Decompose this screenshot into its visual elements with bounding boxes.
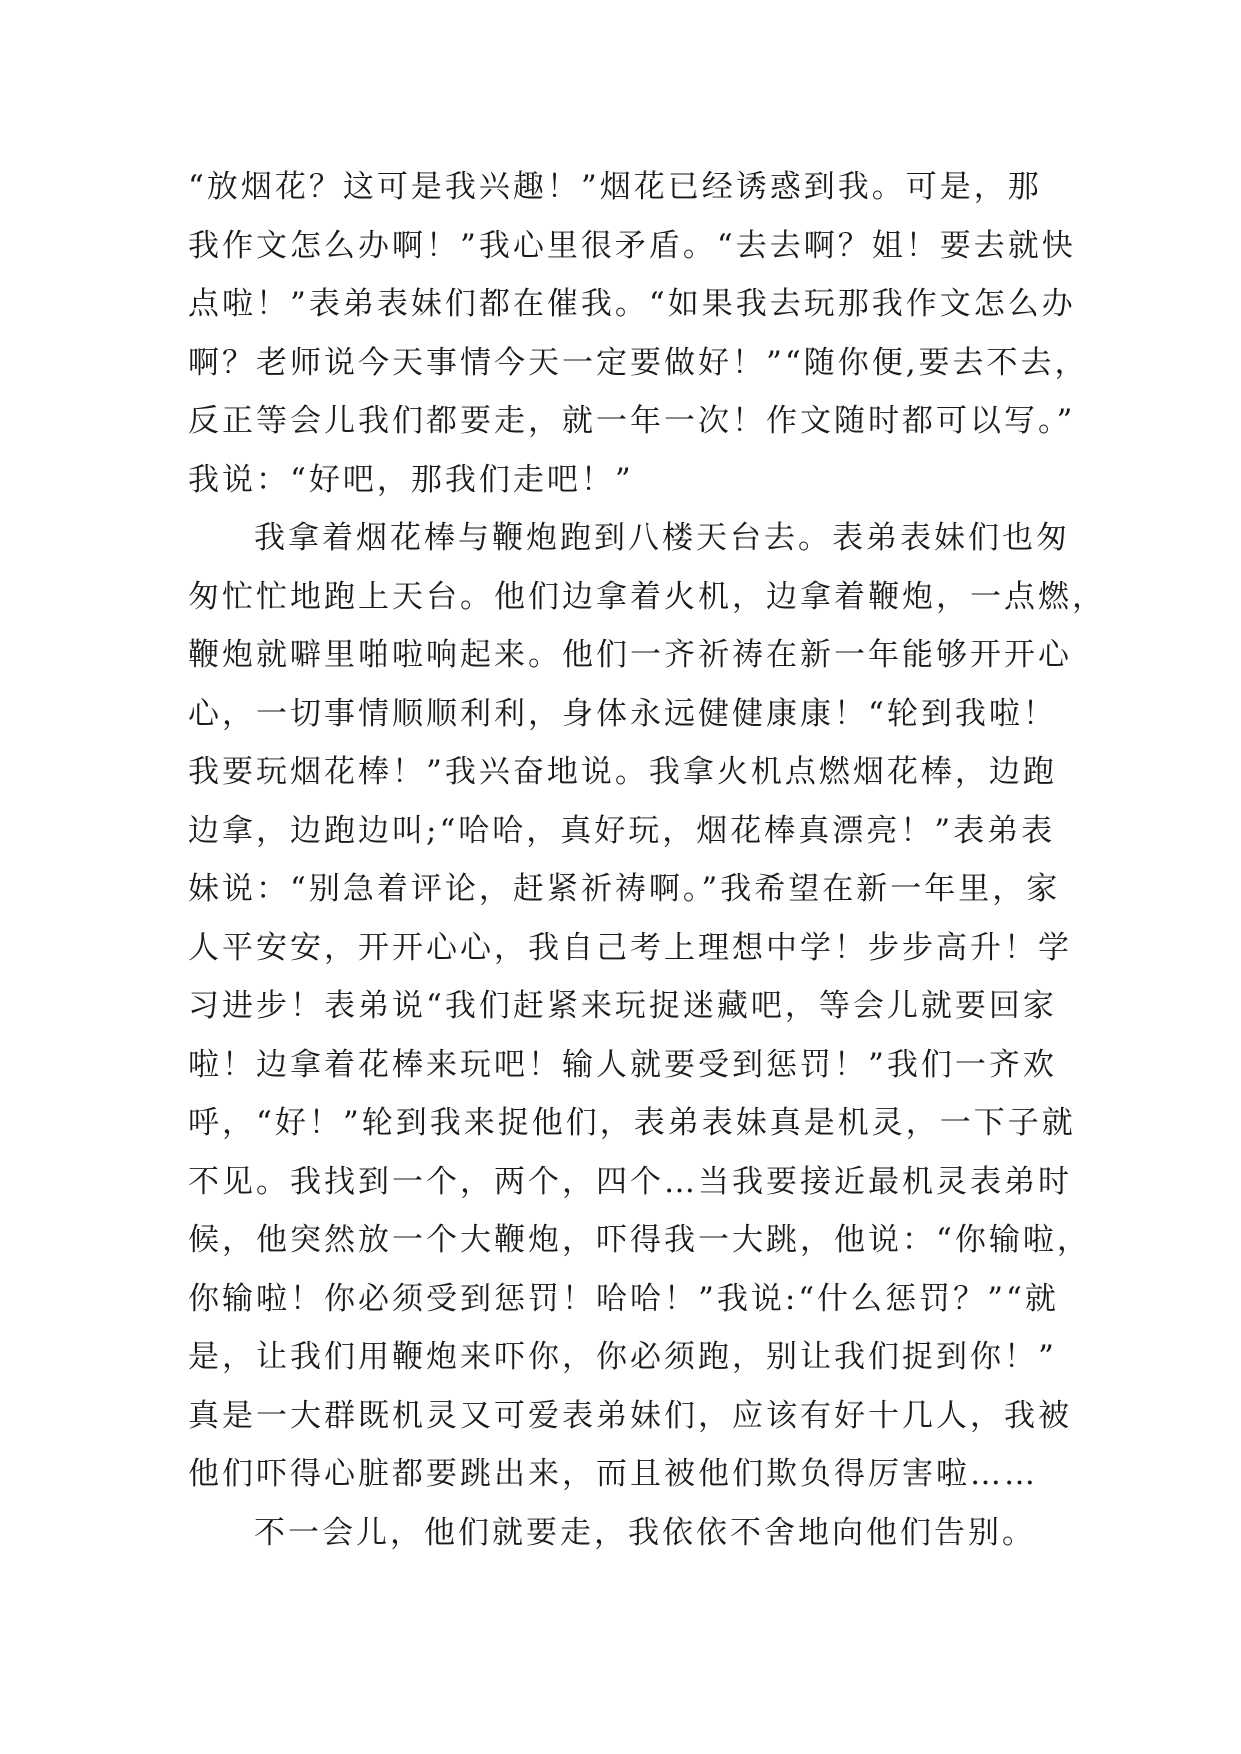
text-line: 我说：“好吧，那我们走吧！”: [188, 461, 634, 498]
essay-body: [188, 158, 1106, 1562]
text-line: 我要玩烟花棒！”我兴奋地说。我拿火机点燃烟花棒，边跑: [188, 754, 1057, 790]
text-line: 匆忙忙地跑上天台。他们边拿着火机，边拿着鞭炮，一点燃，: [188, 578, 1106, 615]
text-line: 习进步！表弟说“我们赶紧来玩捉迷藏吧，等会儿就要回家: [188, 988, 1057, 1024]
text-line: 是，让我们用鞭炮来吓你，你必须跑，别让我们捉到你！”: [188, 1339, 1057, 1375]
text-line: 心，一切事情顺顺利利，身体永远健健康康！“轮到我啦！: [188, 695, 1057, 732]
text-line: 边拿，边跑边叫;“哈哈，真好玩，烟花棒真漂亮！”表弟表: [188, 812, 1056, 849]
text-line: 候，他突然放一个大鞭炮，吓得我一大跳，他说：“你输啦，: [188, 1222, 1091, 1258]
text-line: 呼，“好！”轮到我来捉他们，表弟表妹真是机灵，一下子就: [188, 1105, 1076, 1141]
text-line: 我作文怎么办啊！”我心里很矛盾。“去去啊？姐！要去就快: [188, 227, 1076, 264]
text-line: 啦！边拿着花棒来玩吧！输人就要受到惩罚！”我们一齐欢: [188, 1046, 1057, 1083]
text-line: 不一会儿，他们就要走，我依依不舍地向他们告别。: [254, 1514, 1036, 1551]
text-line: 你输啦！你必须受到惩罚！哈哈！”我说:“什么惩罚？”“就: [188, 1280, 1059, 1317]
text-line: 真是一大群既机灵又可爱表弟妹们，应该有好十几人，我被: [188, 1397, 1072, 1434]
text-line: 妹说：“别急着评论，赶紧祈祷啊。”我希望在新一年里，家: [188, 871, 1061, 907]
text-line: 我拿着烟花棒与鞭炮跑到八楼天台去。表弟表妹们也匆: [254, 520, 1070, 556]
text-line: 啊？老师说今天事情今天一定要做好！”“随你便,要去不去，: [188, 344, 1089, 381]
text-line: 反正等会儿我们都要走，就一年一次！作文随时都可以写。”: [188, 403, 1076, 439]
text-line: 不见。我找到一个，两个，四个…当我要接近最机灵表弟时: [188, 1163, 1072, 1200]
text-line: “放烟花？这可是我兴趣！”烟花已经诱惑到我。可是，那: [188, 169, 1042, 205]
text-line: 点啦！”表弟表妹们都在催我。“如果我去玩那我作文怎么办: [188, 286, 1076, 322]
text-line: 他们吓得心脏都要跳出来，而且被他们欺负得厉害啦……: [188, 1456, 1038, 1492]
text-line: 人平安安，开开心心，我自己考上理想中学！步步高升！学: [188, 929, 1072, 966]
text-line: 鞭炮就噼里啪啦响起来。他们一齐祈祷在新一年能够开开心: [188, 637, 1072, 673]
